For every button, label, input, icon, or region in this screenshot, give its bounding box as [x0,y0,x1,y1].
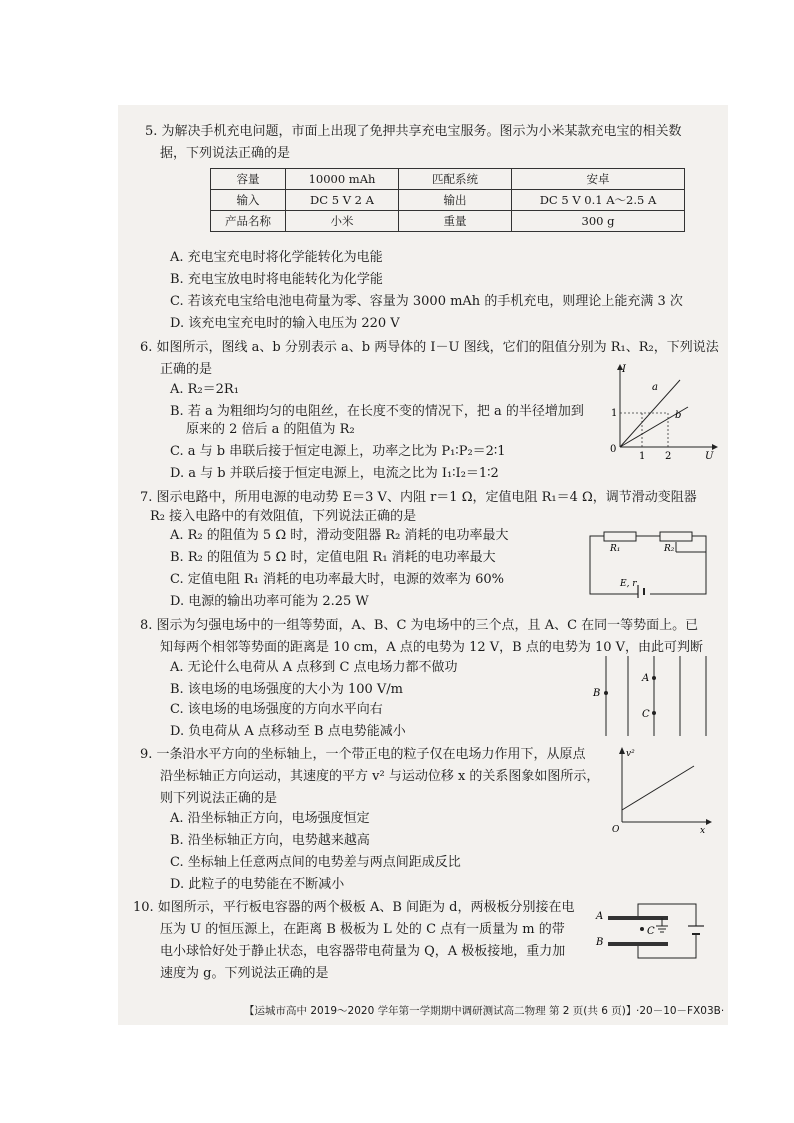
q6-option-b: B. 若 a 为粗细均匀的电阻丝，在长度不变的情况下，把 a 的半径增加到 [170,404,584,419]
plate-a-label: A [596,911,604,922]
plate-b-label: B [596,937,604,948]
r2-label: R₂ [664,544,675,554]
q6-stem-line2: 正确的是 [160,362,213,377]
tick-label: 1 [611,408,618,419]
table-cell: DC 5 V 2 A [286,190,399,211]
q7-stem-line2: R₂ 接入电路中的有效阻值，下列说法正确的是 [150,509,417,524]
x-axis-label: U [705,451,714,462]
source-label: E, r [620,579,637,589]
page-footer: 【运城市高中 2019～2020 学年第一学期期中调研测试高二物理 第 2 页(共 6 页)】 [244,1005,637,1017]
table-row [211,190,685,211]
q9-stem-line3: 则下列说法正确的是 [160,791,278,806]
q9-stem-line2: 沿坐标轴正方向运动，其速度的平方 v² 与运动位移 x 的关系图象如图所示， [160,769,600,784]
q9-option-d: D. 此粒子的电势能在不断减小 [170,877,345,892]
table-cell: 重量 [399,211,512,232]
q9-option-b: B. 沿坐标轴正方向，电势越来越高 [170,833,370,848]
x-axis-label: x [700,826,706,834]
q7-option-c: C. 定值电阻 R₁ 消耗的电功率最大时，电源的效率为 60% [170,572,505,587]
q6-stem-line1: 6. 如图所示，图线 a、b 分别表示 a、b 两导体的 I－U 图线，它们的阻值分别为 R₁、R₂，下列说法 [140,340,719,355]
q5-option-b: B. 充电宝放电时将电能转化为化学能 [170,272,383,287]
tick-label: 2 [665,451,672,462]
tick-label: 1 [639,451,646,462]
table-cell: 产品名称 [211,211,286,232]
q5-option-c: C. 若该充电宝给电池电荷量为零、容量为 3000 mAh 的手机充电，则理论上能充满 3 次 [170,294,683,309]
q7-option-b: B. R₂ 的阻值为 5 Ω 时，定值电阻 R₁ 消耗的电功率最大 [170,550,496,565]
q7-option-d: D. 电源的输出功率可能为 2.25 W [170,594,369,609]
table-cell: 输出 [399,190,512,211]
q10-stem-line2: 压为 U 的恒压源上，在距离 B 极板为 L 处的 C 点有一质量为 m 的带 [160,922,565,937]
capacitor-diagram [592,896,714,966]
v2-x-graph [608,744,712,834]
table-cell: 容量 [211,169,286,190]
q9-stem-line1: 9. 一条沿水平方向的坐标轴上，一个带正电的粒子仅在电场力作用下，从原点 [140,747,586,762]
table-cell: 小米 [286,211,399,232]
table-cell: DC 5 V 0.1 A～2.5 A [512,190,685,211]
q5-option-a: A. 充电宝充电时将化学能转化为电能 [170,250,383,265]
table-row [211,211,685,232]
table-cell: 10000 mAh [286,169,399,190]
origin-label: O [612,825,620,834]
line-a-label: a [652,382,658,393]
q5-stem-line1: 5. 为解决手机充电问题，市面上出现了免押共享充电宝服务。图示为小米某款充电宝的相关数 [145,124,682,139]
q10-stem-line3: 电小球恰好处于静止状态，电容器带电荷量为 Q，A 极板接地，重力加 [160,944,566,959]
circuit-diagram [582,530,714,600]
point-a-label: A [642,673,650,684]
q7-option-a: A. R₂ 的阻值为 5 Ω 时，滑动变阻器 R₂ 消耗的电功率最大 [170,528,509,543]
q9-option-c: C. 坐标轴上任意两点间的电势差与两点间距成反比 [170,855,461,870]
q7-stem-line1: 7. 图示电路中，所用电源的电动势 E＝3 V、内阻 r＝1 Ω，定值电阻 R₁＝4 Ω，调节滑动变阻器 [140,490,697,505]
q8-option-a: A. 无论什么电荷从 A 点移到 C 点电场力都不做功 [170,660,458,675]
q8-stem-line1: 8. 图示为匀强电场中的一组等势面，A、B、C 为电场中的三个点，且 A、C 在同一等势面上。已 [140,618,699,633]
table-cell: 匹配系统 [399,169,512,190]
y-axis-label: I [622,364,626,375]
q8-option-c: C. 该电场的电场强度的方向水平向右 [170,702,383,717]
q8-stem-line2: 知每两个相邻等势面的距离是 10 cm，A 点的电势为 12 V，B 点的电势为 10 V，由此可判断 [160,640,704,655]
q10-stem-line1: 10. 如图所示，平行板电容器的两个极板 A、B 间距为 d，两极板分别接在电 [133,900,575,915]
r1-label: R₁ [610,544,621,554]
table-cell: 300 g [512,211,685,232]
q5-stem-line2: 据，下列说法正确的是 [160,146,291,161]
equipotential-diagram [588,650,718,740]
point-b-label: B [593,688,601,699]
table-row [211,169,685,190]
q8-option-d: D. 负电荷从 A 点移动至 B 点电势能减小 [170,724,406,739]
q5-option-d: D. 该充电宝充电时的输入电压为 220 V [170,316,400,331]
table-cell: 输入 [211,190,286,211]
q6-option-d: D. a 与 b 并联后接于恒定电源上，电流之比为 I₁∶I₂＝1∶2 [170,466,499,481]
q8-option-b: B. 该电场的电场强度的大小为 100 V/m [170,682,403,697]
q9-option-a: A. 沿坐标轴正方向，电场强度恒定 [170,811,370,826]
q10-stem-line4: 速度为 g。下列说法正确的是 [160,966,329,981]
iu-graph [600,362,720,462]
page-code: ·20－10－FX03B· [636,1005,725,1017]
q6-option-b-cont: 原来的 2 倍后 a 的阻值为 R₂ [186,422,355,437]
powerbank-spec-table [210,168,685,232]
y-axis-label: v² [626,749,635,759]
origin-label: 0 [610,444,617,455]
line-b-label: b [675,410,682,421]
q6-option-a: A. R₂＝2R₁ [170,382,239,397]
point-c-label: C [647,926,655,937]
table-cell: 安卓 [512,169,685,190]
q6-option-c: C. a 与 b 串联后接于恒定电源上，功率之比为 P₁∶P₂＝2∶1 [170,444,506,459]
point-c-label: C [642,709,650,720]
